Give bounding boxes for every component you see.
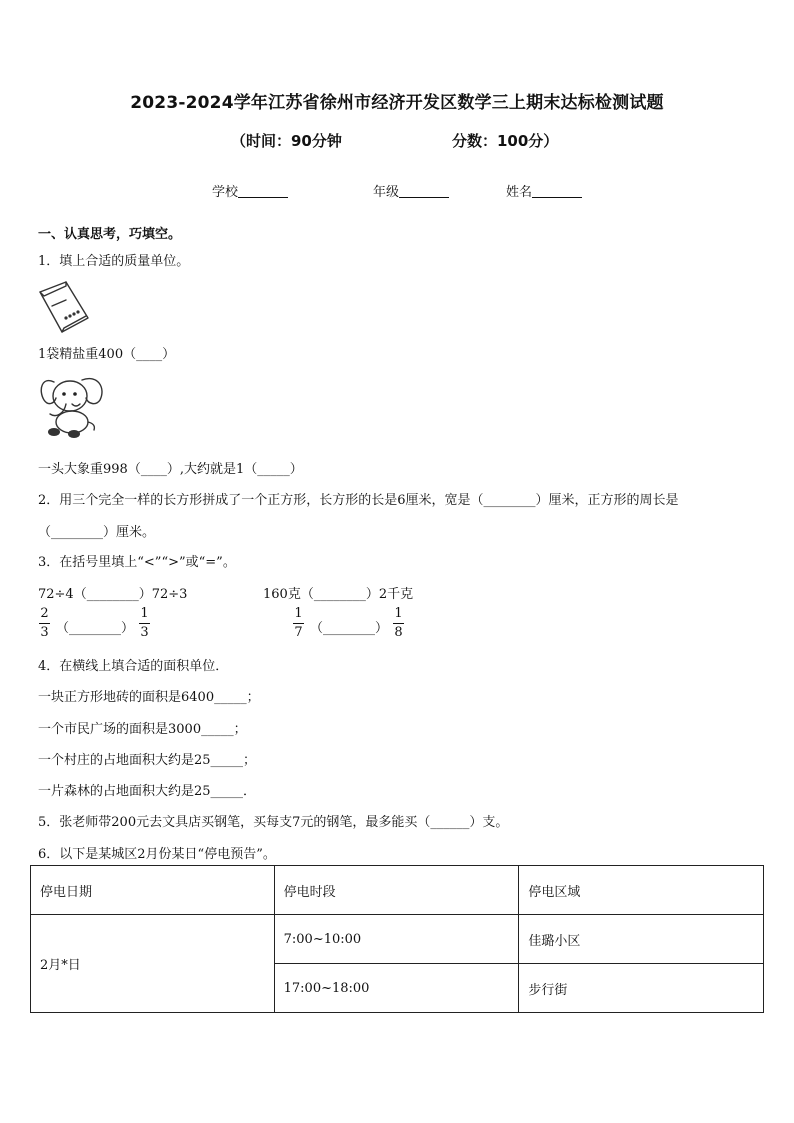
school-blank — [238, 183, 288, 198]
outage-area-cell: 佳璐小区 — [519, 915, 764, 964]
outage-time-cell: 7:00~10:00 — [274, 915, 519, 964]
q2-line1: 2．用三个完全一样的长方形拼成了一个正方形，长方形的长是6厘米，宽是（________）厘米，正方形的周长是 — [38, 493, 679, 508]
section-heading: 一、认真思考，巧填空。 — [38, 227, 182, 242]
q5-text: 5．张老师带200元去文具店买钢笔，买每支7元的钢笔，最多能买（______）支。 — [38, 815, 509, 830]
outage-time-cell: 17:00~18:00 — [274, 964, 519, 1013]
q3-frac-blank-2: （________） — [310, 621, 389, 636]
school-label: 学校 — [212, 185, 239, 200]
q4-line: 一块正方形地砖的面积是6400_____； — [38, 690, 260, 705]
table-header-cell: 停电时段 — [274, 866, 519, 915]
grade-label: 年级 — [373, 185, 400, 200]
outage-date-cell: 2月*日 — [31, 915, 275, 1013]
school-field — [212, 181, 288, 200]
q4-prompt: 4．在横线上填合适的面积单位． — [38, 659, 229, 674]
q3-compare-b: 160克（________）2千克 — [263, 587, 414, 602]
q1-elephant-line: 一头大象重998（____）,大约就是1（_____） — [38, 462, 303, 477]
table-header-cell: 停电区域 — [519, 866, 764, 915]
q3-prompt: 3．在括号里填上“<”“>”或“=”。 — [38, 555, 236, 570]
table-row — [31, 915, 764, 964]
table-header-cell: 停电日期 — [31, 866, 275, 915]
outage-area-cell: 步行街 — [519, 964, 764, 1013]
exam-time: （时间：90分钟 — [231, 132, 342, 150]
q4-line: 一片森林的占地面积大约是25_____． — [38, 784, 257, 799]
table-header-row — [31, 866, 764, 915]
fraction-two-thirds: 2 3 — [40, 606, 49, 640]
q3-frac-blank-1: （________） — [56, 621, 135, 636]
exam-score: 分数：100分） — [452, 132, 559, 150]
elephant-icon — [36, 372, 108, 442]
grade-field — [373, 181, 449, 200]
q4-line: 一个市民广场的面积是3000_____； — [38, 722, 247, 737]
q1-salt-line: 1袋精盐重400（____） — [38, 347, 176, 362]
fraction-one-eighth: 1 8 — [394, 606, 403, 640]
name-blank — [532, 183, 582, 198]
fraction-one-third: 1 3 — [140, 606, 149, 640]
name-field — [506, 181, 582, 200]
q6-prompt: 6．以下是某城区2月份某日“停电预告”。 — [38, 847, 276, 862]
outage-table — [30, 865, 764, 1013]
page-title: 2023-2024学年江苏省徐州市经济开发区数学三上期末达标检测试题 — [130, 93, 664, 113]
q2-line2: （________）厘米。 — [38, 525, 156, 540]
q4-line: 一个村庄的占地面积大约是25_____； — [38, 753, 257, 768]
grade-blank — [399, 183, 449, 198]
q1-prompt: 1．填上合适的质量单位。 — [38, 254, 190, 269]
fraction-one-seventh: 1 7 — [294, 606, 303, 640]
name-label: 姓名 — [506, 185, 533, 200]
q3-compare-a: 72÷4（________）72÷3 — [38, 587, 188, 602]
salt-bag-icon — [36, 280, 94, 336]
